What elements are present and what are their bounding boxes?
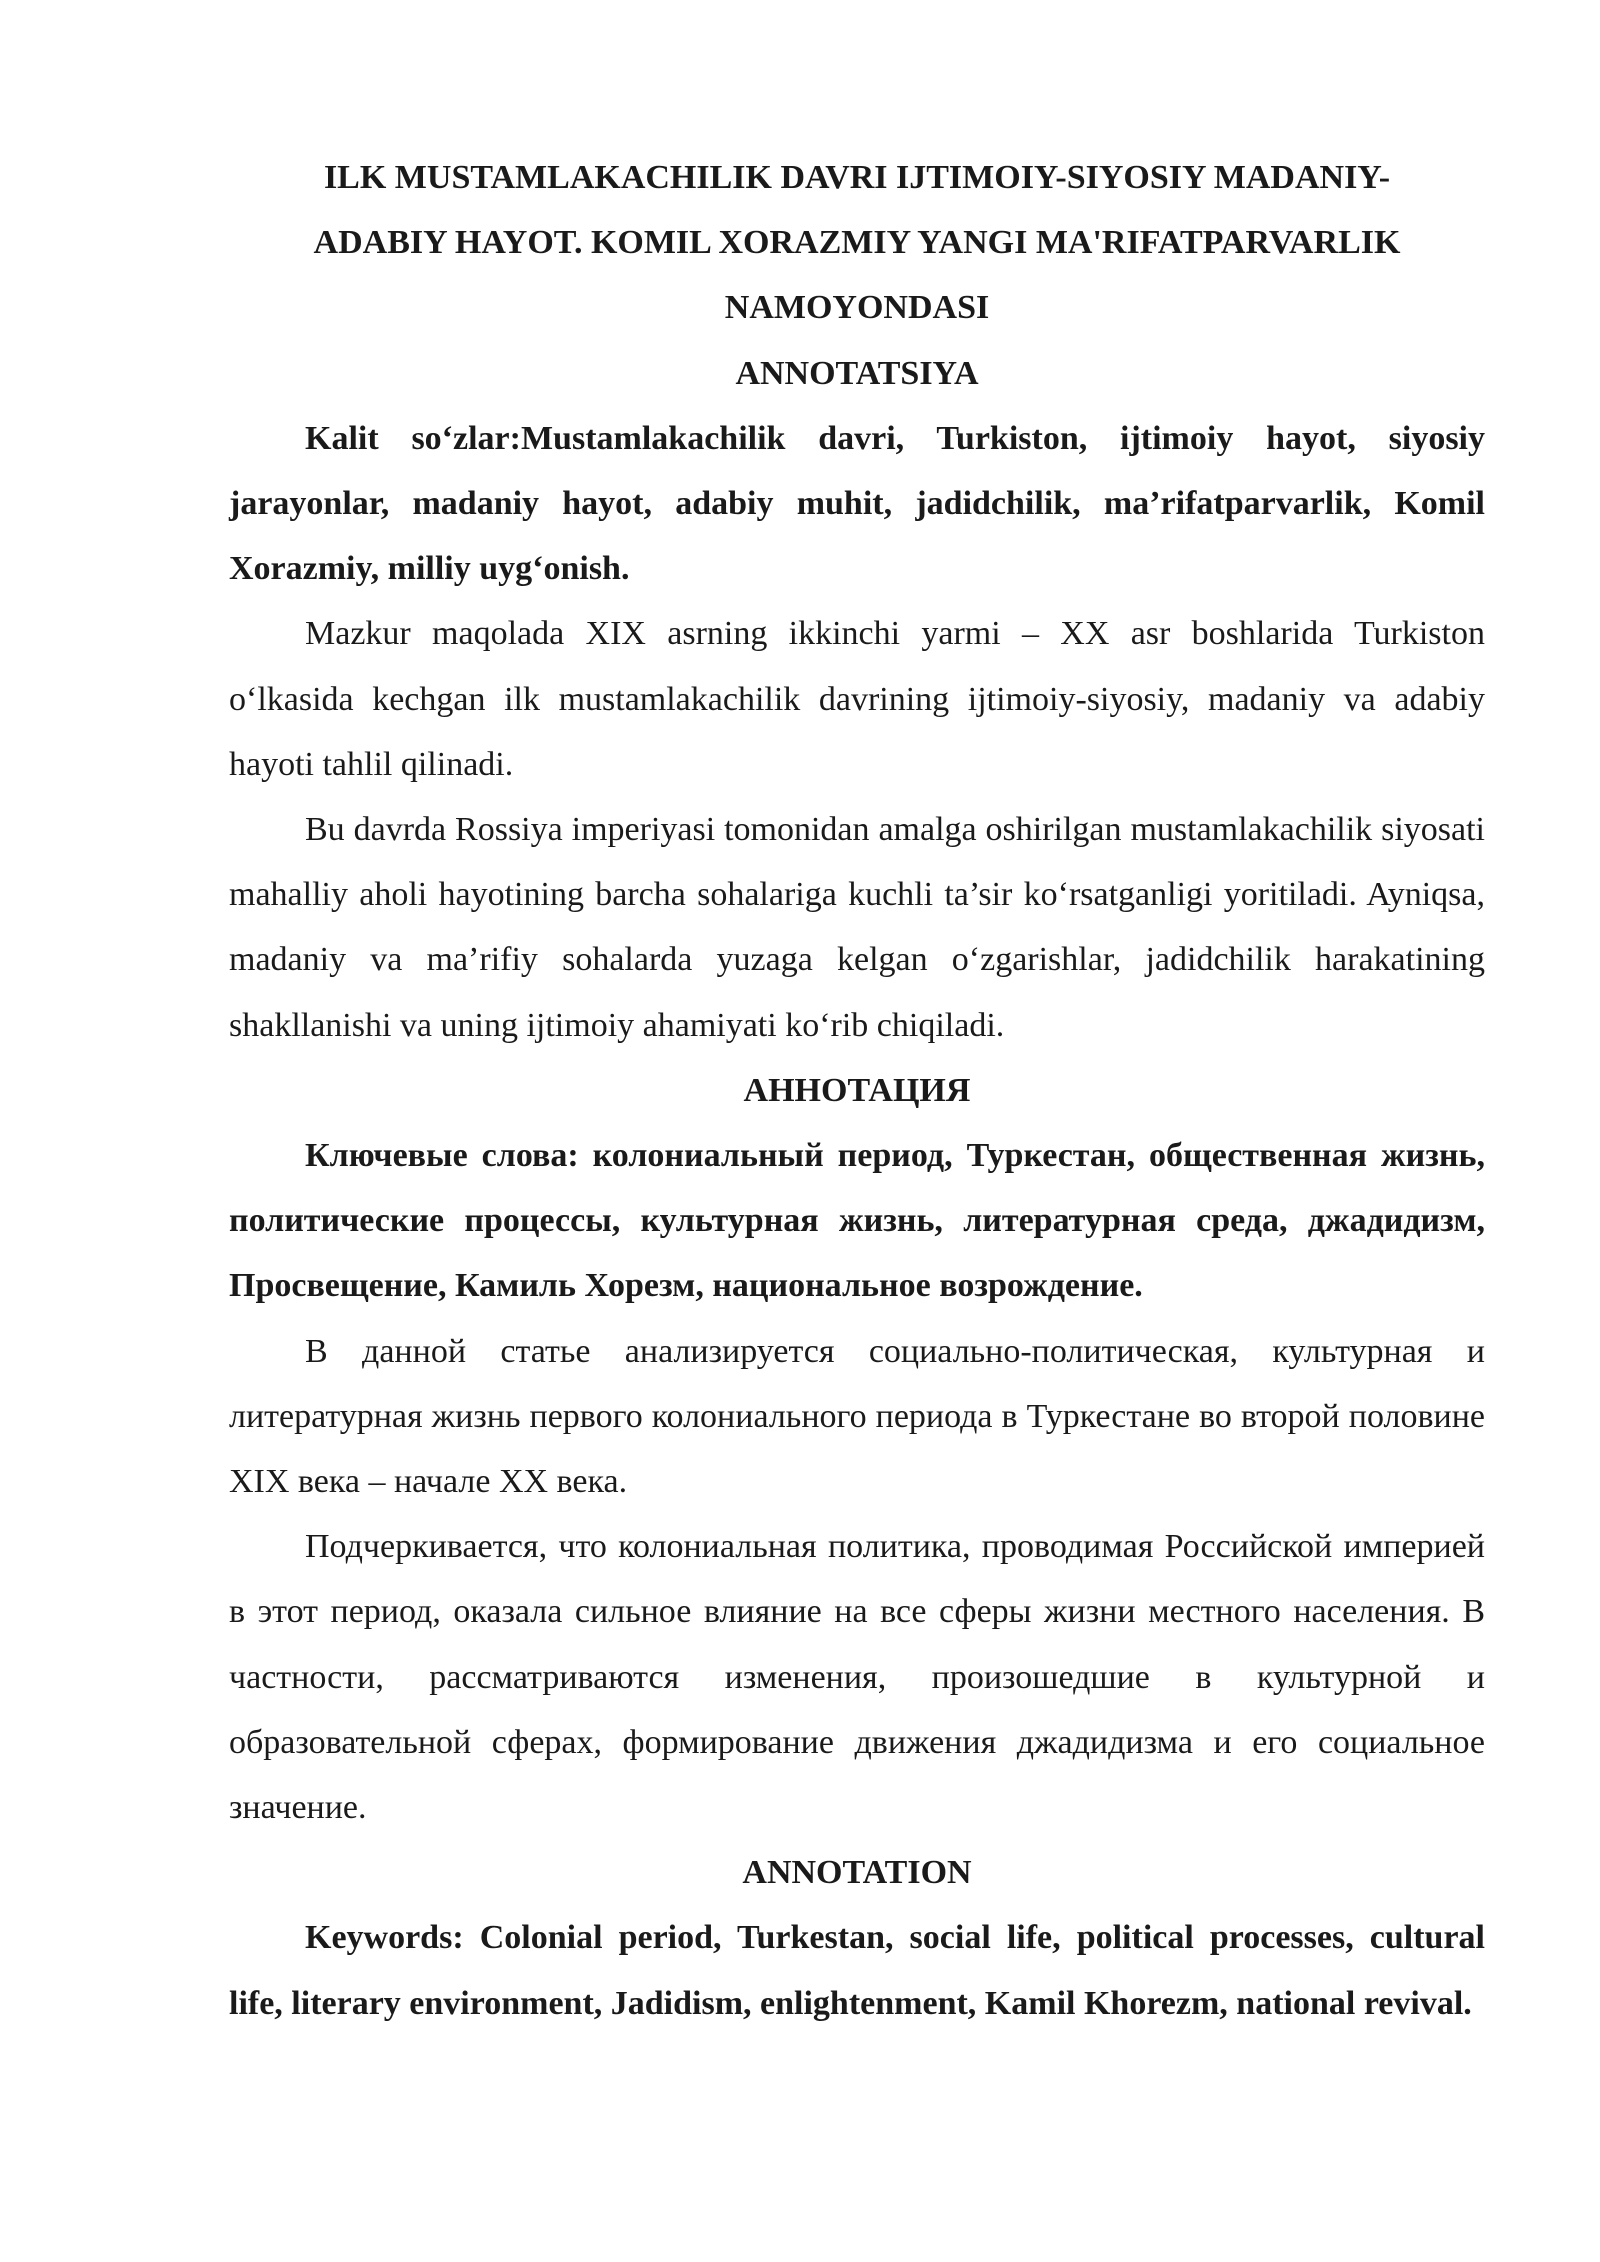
section-heading-annotation: ANNOTATION	[742, 1854, 972, 1892]
paragraph-russian-2: Подчеркивается, что колониальная политика, проводимая Российской империей в этот период, оказала сильное влияние на все сферы жизни местного населения. В частности, рассматриваются изменения, произошедшие в культурной и образовательной сферах, формирование движения джадидизма и его социальное значение.	[229, 1528, 1485, 1827]
keywords-english: Keywords: Colonial period, Turkestan, social life, political processes, cultural life, literary environment, Jadidism, enlightenment, Kamil Khorezm, national revival.	[229, 1919, 1485, 2022]
paragraph-uzbek-2: Bu davrda Rossiya imperiyasi tomonidan amalga oshirilgan mustamlakachilik siyosati mahalliy aholi hayotining barcha sohalariga kuchli ta’sir ko‘rsatganligi yoritiladi. Ayniqsa, madaniy va ma’rifiy sohalarda yuzaga kelgan o‘zgarishlar, jadidchilik harakatining shakllanishi va uning ijtimoiy ahamiyati ko‘rib chiqiladi.	[229, 811, 1485, 1044]
keywords-russian: Ключевые слова: колониальный период, Туркестан, общественная жизнь, политические процессы, культурная жизнь, литературная среда, джадидизм, Просвещение, Камиль Хорезм, национальное возрождение.	[229, 1137, 1485, 1305]
document-content	[229, 145, 1485, 2036]
document-title: ILK MUSTAMLAKACHILIK DAVRI IJTIMOIY-SIYOSIY MADANIY-ADABIY HAYOT. KOMIL XORAZMIY YANGI MA'RIFATPARVARLIK NAMOYONDASI	[313, 159, 1401, 327]
paragraph-uzbek-1: Mazkur maqolada XIX asrning ikkinchi yarmi – XX asr boshlarida Turkiston o‘lkasida kechgan ilk mustamlakachilik davrining ijtimoiy-siyosiy, madaniy va adabiy hayoti tahlil qilinadi.	[229, 615, 1485, 783]
section-heading-annotatsiya-russian: АННОТАЦИЯ	[743, 1071, 971, 1109]
section-heading-annotatsiya: ANNOTATSIYA	[735, 354, 979, 392]
paragraph-russian-1: В данной статье анализируется социально-политическая, культурная и литературная жизнь первого колониального периода в Туркестане во второй половине XIX века – начале XX века.	[229, 1332, 1485, 1501]
keywords-uzbek: Kalit so‘zlar:Mustamlakachilik davri, Turkiston, ijtimoiy hayot, siyosiy jarayonlar, madaniy hayot, adabiy muhit, jadidchilik, ma’rifatparvarlik, Komil Xorazmiy, milliy uyg‘onish.	[229, 419, 1485, 588]
